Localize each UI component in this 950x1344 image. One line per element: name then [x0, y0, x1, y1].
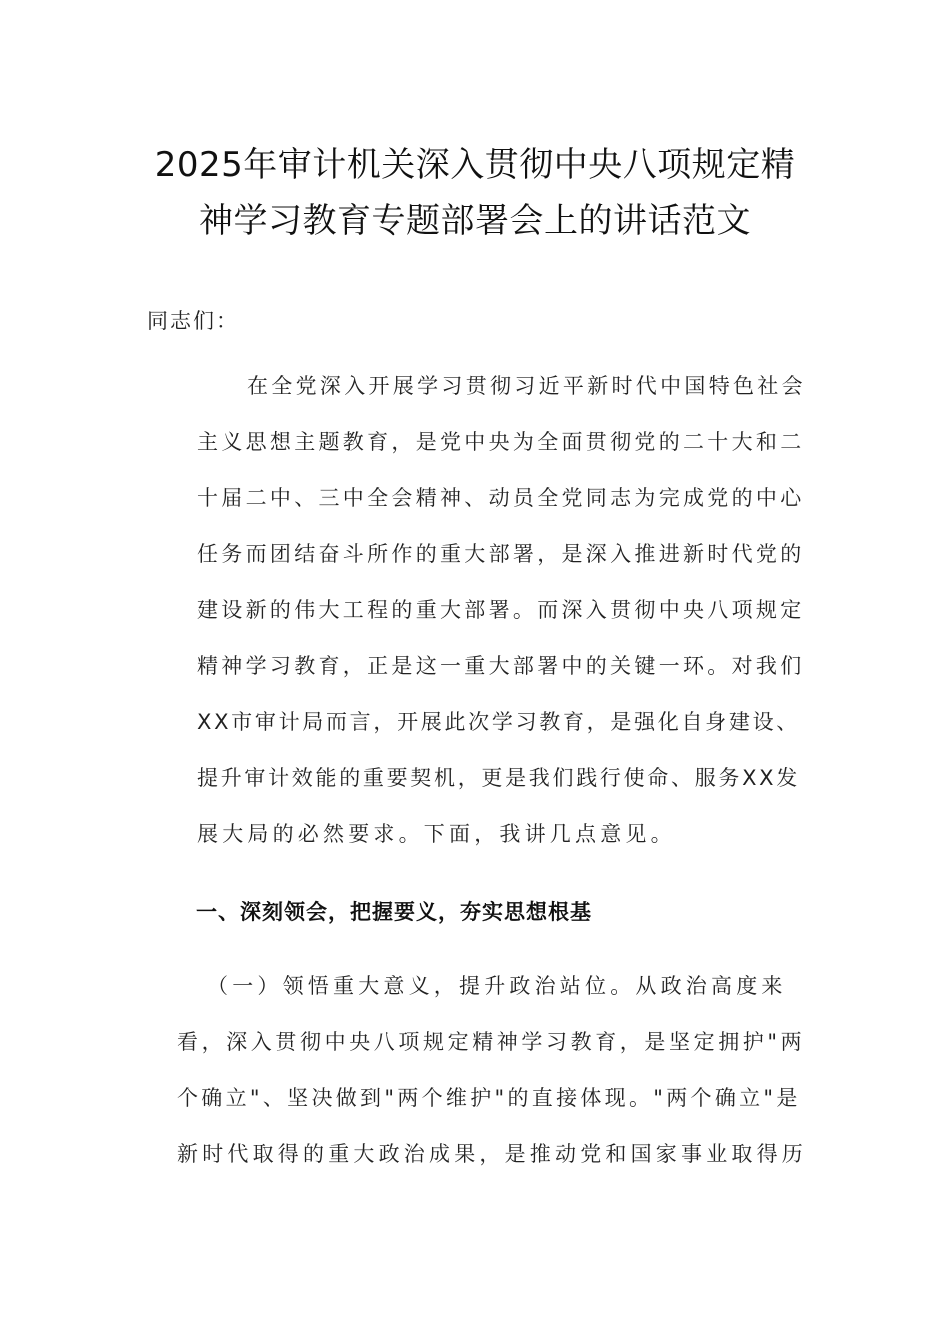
paragraph-line: XX市审计局而言，开展此次学习教育，是强化自身建设、	[197, 710, 800, 734]
paragraph-intro	[147, 358, 807, 862]
section-heading-1: 一、深刻领会，把握要义，夯实思想根基	[196, 900, 592, 924]
paragraph-line: （一）领悟重大意义，提升政治站位。从政治高度来	[207, 974, 787, 998]
paragraph-line: 建设新的伟大工程的重大部署。而深入贯彻中央八项规定	[197, 598, 805, 622]
paragraph-line: 十届二中、三中全会精神、动员全党同志为完成党的中心	[197, 486, 805, 510]
paragraph-line: 展大局的必然要求。下面，我讲几点意见。	[197, 822, 676, 846]
document-title-line-1: 2025年审计机关深入贯彻中央八项规定精	[154, 145, 796, 185]
paragraph-line: 个确立"、坚决做到"两个维护"的直接体现。"两个确立"是	[177, 1086, 801, 1110]
paragraph-line: 任务而团结奋斗所作的重大部署，是深入推进新时代党的	[197, 542, 805, 566]
paragraph-line: 新时代取得的重大政治成果，是推动党和国家事业取得历	[177, 1142, 807, 1166]
paragraph-section-1-1	[147, 958, 807, 1182]
paragraph-line: 在全党深入开展学习贯彻习近平新时代中国特色社会	[247, 374, 806, 398]
salutation: 同志们：	[147, 309, 239, 333]
document-title-line-2: 神学习教育专题部署会上的讲话范文	[199, 201, 751, 241]
paragraph-line: 主义思想主题教育，是党中央为全面贯彻党的二十大和二	[197, 430, 805, 454]
paragraph-line: 看，深入贯彻中央八项规定精神学习教育，是坚定拥护"两	[177, 1030, 806, 1054]
paragraph-line: 提升审计效能的重要契机，更是我们践行使命、服务XX发	[197, 766, 800, 790]
paragraph-line: 精神学习教育，正是这一重大部署中的关键一环。对我们	[197, 654, 805, 678]
